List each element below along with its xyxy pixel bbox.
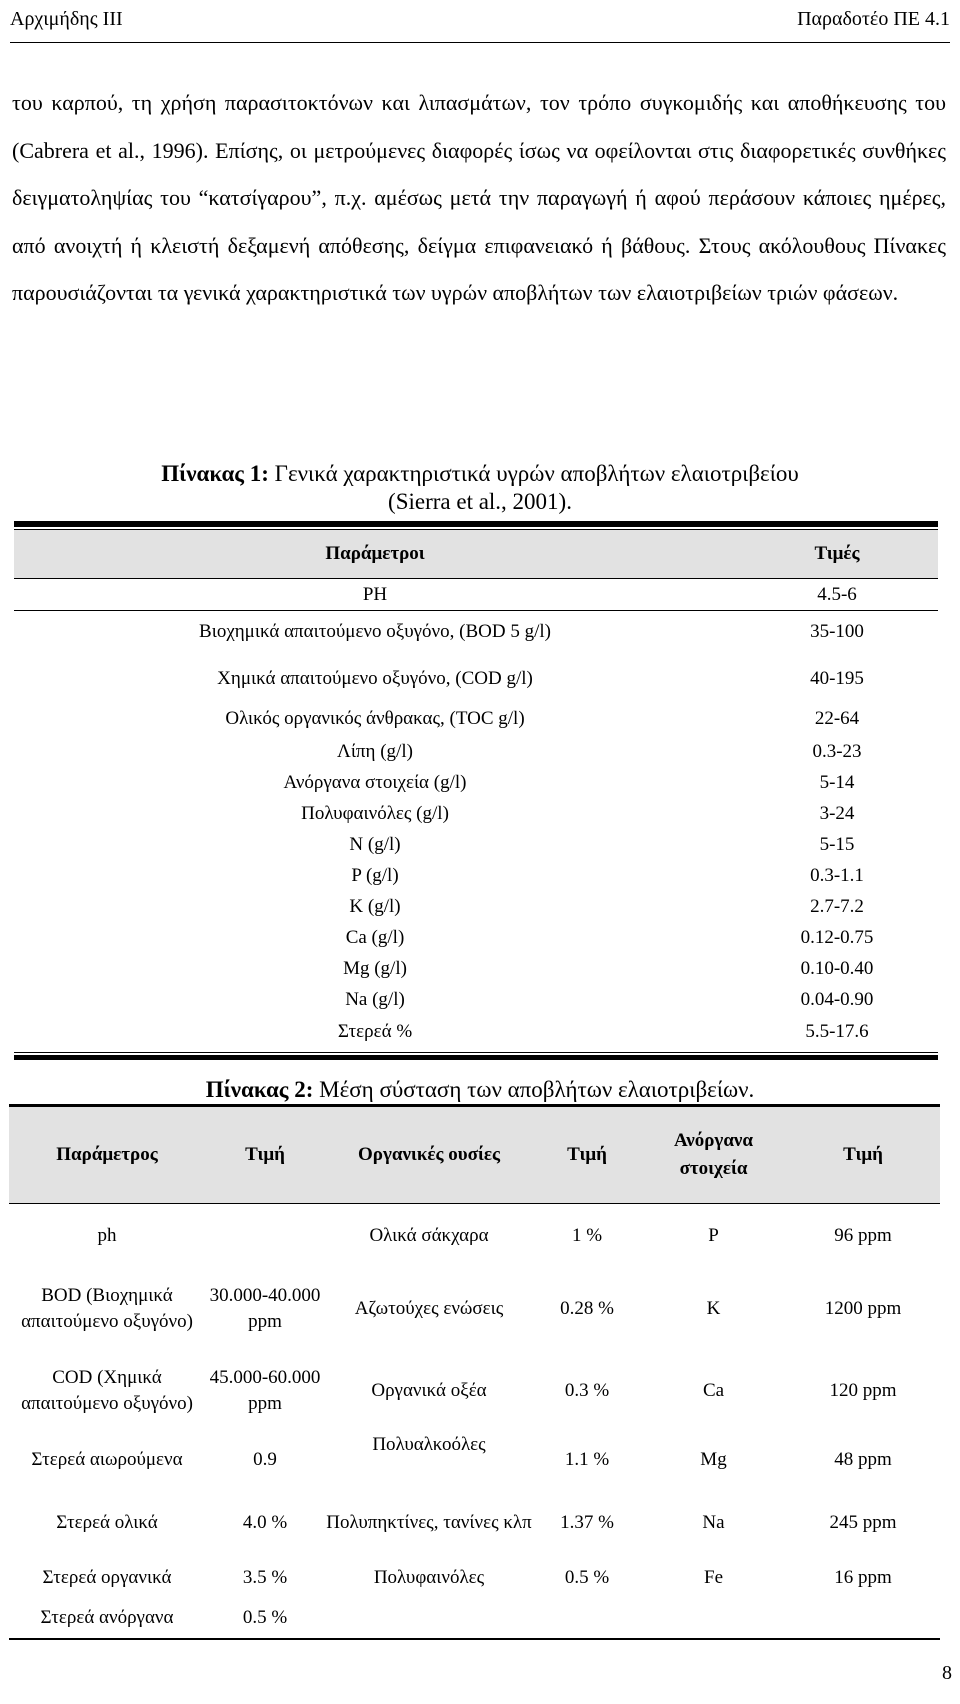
table-row: PH 4.5-6 <box>362 583 857 605</box>
table-row: ph Ολικά σάκχαρα 1 % P 96 ppm <box>97 1225 892 1246</box>
table-row: Ολικός οργανικός άνθρακας, (TOC g/l) 22-64 <box>225 708 860 729</box>
header-left: Αρχιμήδης ΙΙΙ <box>10 8 123 30</box>
table-row: Βιοχημικά απαιτούμενο οξυγόνο, (BOD 5 g/l) 35-100 <box>199 620 864 642</box>
table2 <box>9 1104 940 1640</box>
table1-caption-text: Γενικά χαρακτηριστικά υγρών αποβλήτων ελαιοτριβείου <box>268 461 799 486</box>
table-row: Στερεά ανόργανα 0.5 % <box>40 1607 288 1628</box>
table-row: Στερεά ολικά 4.0 % Πολυπηκτίνες, τανίνες κλπ 1.37 % Na 245 ppm <box>56 1512 897 1533</box>
table-row: COD (Χημικά απαιτούμενο οξυγόνο) 45.000-60.000 ppm Οργανικά οξέα 0.3 % Ca 120 ppm <box>21 1367 897 1414</box>
page-number: 8 <box>942 1662 952 1684</box>
table-row: Na (g/l) 0.04-0.90 <box>345 988 874 1010</box>
table-row: Στερεά % 5.5-17.6 <box>337 1020 869 1042</box>
table-row: Ca (g/l) 0.12-0.75 <box>345 926 874 948</box>
table2-caption-text: Μέση σύσταση των αποβλήτων ελαιοτριβείων. <box>313 1077 755 1102</box>
header-rule <box>10 42 950 43</box>
table-row: Λίπη (g/l) 0.3-23 <box>337 740 862 762</box>
table-row: N (g/l) 5-15 <box>349 833 855 855</box>
body-paragraph: του καρπού, τη χρήση παρασιτοκτόνων και λιπασμάτων, τον τρόπο συγκομιδής και αποθήκευσης του (Cabrera et al., 1996). Επίσης, οι μετρούμενες διαφορές ίσως να οφείλονται στις διαφορετικές συνθήκες δειγματοληψίας του “κατσίγαρου”, π.χ. αμέσως μετά την παραγωγή ή αφού περάσουν κάποιες ημέρες, από ανοιχτή ή κλειστή δεξαμενή απόθεσης, δείγμα επιφανειακό ή βάθους. Στους ακόλουθους Πίνακες παρουσιάζονται τα γενικά χαρακτηριστικά των υγρών αποβλήτων των ελαιοτριβείων τριών φάσεων. <box>12 90 946 305</box>
table-row: Στερεά οργανικά 3.5 % Πολυφαινόλες 0.5 % Fe 16 ppm <box>42 1567 892 1588</box>
table-row: P (g/l) 0.3-1.1 <box>351 864 864 886</box>
table1-caption-label: Πίνακας 1: <box>161 461 269 486</box>
table2-caption-label: Πίνακας 2: <box>205 1077 314 1102</box>
table-row: K (g/l) 2.7-7.2 <box>349 895 864 917</box>
table1 <box>14 521 938 1060</box>
table1-header <box>14 530 938 578</box>
table1-header-value: Τιμές <box>814 543 860 564</box>
table-row: Πολυφαινόλες (g/l) 3-24 <box>301 802 855 824</box>
table-row: Στερεά αιωρούμενα 0.9 Πολυαλκοόλες 1.1 % Mg 48 ppm <box>31 1434 892 1470</box>
table1-header-param: Παράμετροι <box>325 543 425 564</box>
table1-caption <box>0 460 960 516</box>
table2-caption <box>0 1076 960 1104</box>
table2-header: Παράμετρος Τιμή Οργανικές ουσίες Τιμή Ανόργανα στοιχεία Τιμή <box>9 1107 940 1203</box>
table1-caption-line2: (Sierra et al., 2001). <box>388 489 572 514</box>
table-row: BOD (Βιοχημικά απαιτούμενο οξυγόνο) 30.000-40.000 ppm Αζωτούχες ενώσεις 0.28 % K 1200 ppm <box>21 1285 902 1332</box>
header-right: Παραδοτέο ΠΕ 4.1 <box>797 8 950 30</box>
table-row: Ανόργανα στοιχεία (g/l) 5-14 <box>283 771 855 793</box>
table-row: Χημικά απαιτούμενο οξυγόνο, (COD g/l) 40-195 <box>217 667 864 689</box>
table-row: Mg (g/l) 0.10-0.40 <box>343 957 874 979</box>
